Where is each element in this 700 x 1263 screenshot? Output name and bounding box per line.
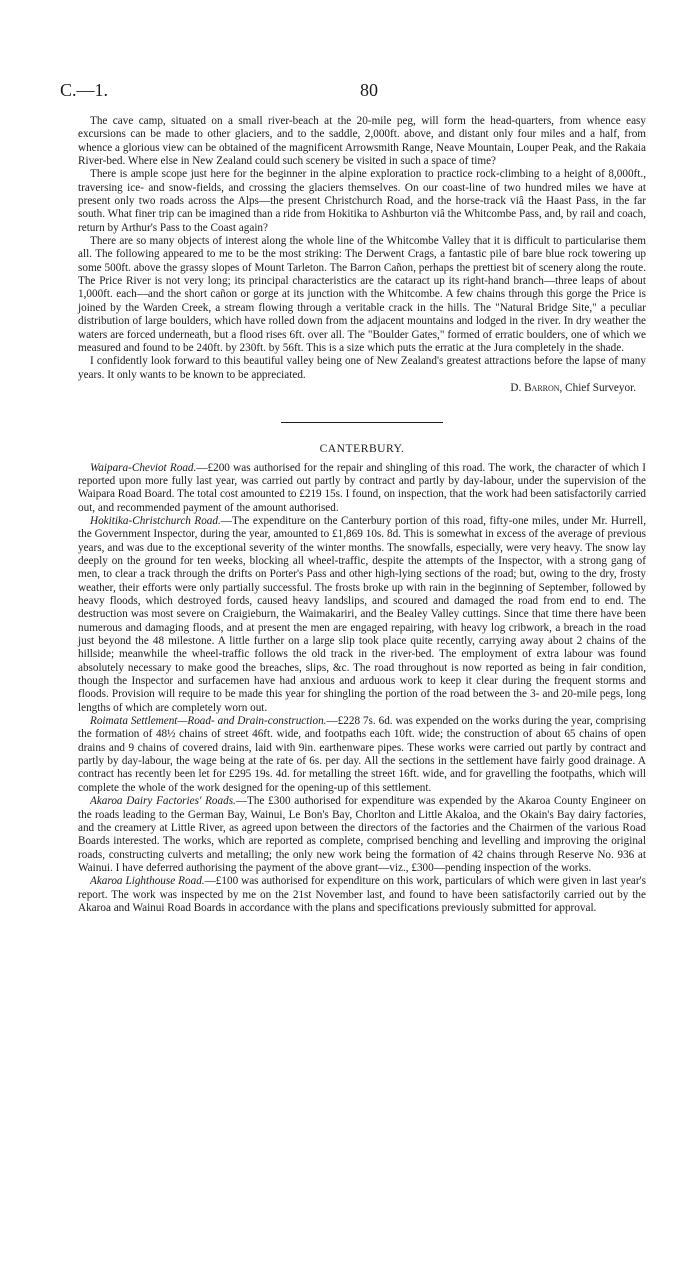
paragraph-heading: Waipara-Cheviot Road.	[90, 461, 197, 474]
section-heading: CANTERBURY.	[319, 442, 405, 456]
signature-name: Barron	[524, 381, 560, 394]
section-paragraph	[78, 795, 646, 875]
section-divider	[281, 422, 443, 423]
document-id: C.—1.	[60, 80, 109, 100]
body-paragraph: The cave camp, situated on a small river-beach at the 20-mile peg, will form the head-quarters, from whence easy excursions can be made to other glaciers, and to the saddle, 2,000ft. above, and distant only four miles and a half, from whence a glorious view can be obtained of the magnificent Arrowsmith Range, Neave Mountain, Louper Peak, and the Rakaia River-bed. Where else in New Zealand could such scenery be visited in such a space of time?	[78, 115, 646, 168]
paragraph-text: —The £300 authorised for expenditure was expended by the Akaroa County Engineer on the roads leading to the German Bay, Wainui, Le Bon's Bay, Chorlton and Little Akaloa, and the Okain's Bay dairy factories, and the creamery at Little River, as agreed upon between the directors of the factories and the Chairmen of the various Road Boards interested. The works, which are reported as complete, comprised benching and levelling and improving the original roads, constructing culverts and metalling; the only new work being the formation of 42 chains through Reserve No. 936 at Wainui. I have deferred authorising the payment of the above grant—viz., £300—pending inspection of the works.	[78, 795, 646, 874]
body-paragraph: I confidently look forward to this beautiful valley being one of New Zealand's greatest attractions before the lapse of many years. It only wants to be known to be appreciated.	[78, 355, 646, 381]
paragraph-heading: Akaroa Dairy Factories' Roads.	[90, 795, 236, 808]
paragraph-text: —£228 7s. 6d. was expended on the works during the year, comprising the formation of 48½ chains of street 46ft. wide, and footpaths each 10ft. wide; the construction of about 65 chains of open drains and 9 chains of covered drains, laid with 9in. earthenware pipes. These works were carried out partly by contract and partly by day-labour, the wage being at the rate of 6s. per day. All the sections in the settlement have fairly good drainage. A contract has recently been let for £295 19s. 4d. for metalling the street 16ft. wide, and for gravelling the footpaths, which will complete the whole of the work designed for the opening-up of this settlement.	[78, 715, 646, 794]
signature-title: , Chief Surveyor.	[559, 381, 636, 394]
body-paragraph: There are so many objects of interest along the whole line of the Whitcombe Valley that it is difficult to particularise them all. The following appeared to me to be the most striking: The Derwent Crags, a fantastic pile of bare blue rock towering up some 500ft. above the grassy slopes of Mount Tarleton. The Barron Cañon, perhaps the prettiest bit of scenery along the route. The Price River is not very long; its principal characteristics are the cataract up its right-hand branch—three leaps of about 1,000ft. each—and the short cañon or gorge at its junction with the Whitcombe. A few chains through this gorge the Price is joined by the Warden Creek, a stream flowing through a veritable crack in the hills. The "Natural Bridge Site," a peculiar distribution of large boulders, which have rolled down from the adjacent mountains and lodged in the river. In dry weather the waters are forced underneath, but a flood rises 6ft. over all. The "Boulder Gates," formed of erratic boulders, one of which we measured and found to be 240ft. by 230ft. by 56ft. This is a size which puts the erratic at the Jura completely in the shade.	[78, 235, 646, 354]
body-paragraph: There is ample scope just here for the beginner in the alpine exploration to practice rock-climbing to a height of 8,000ft., traversing ice- and snow-fields, and crossing the glaciers themselves. On our coast-line of two hundred miles we have at present only two roads across the Alps—the present Christchurch Road, and the horse-track viâ the Haast Pass, in the far south. What finer trip can be imagined than a ride from Hokitika to Ashburton viâ the Whitcombe Pass, and, by rail and coach, return by Arthur's Pass to the Coast again?	[78, 168, 646, 234]
paragraph-heading: Hokitika-Christchurch Road.	[90, 514, 221, 527]
signature	[78, 382, 646, 395]
section-paragraph	[78, 875, 646, 915]
paragraph-text: —£100 was authorised for expenditure on this work, particulars of which were given in last year's report. The work was inspected by me on the 21st November last, and found to have been satisfactorily carried out by the Akaroa and Wainui Road Boards in accordance with the plans and specifications previously submitted for approval.	[78, 875, 646, 914]
section-paragraph	[78, 462, 646, 515]
paragraph-text: —The expenditure on the Canterbury portion of this road, fifty-one miles, under Mr. Hurrell, the Government Inspector, during the year, amounted to £1,869 10s. 8d. This is somewhat in excess of the average of previous years, and was due to the exceptional severity of the winter months. The snowfalls, especially, were very heavy. The snow lay deeply on the ground for ten weeks, blocking all wheel-traffic, despite the attempts of the Inspector, with a strong gang of men, to clear a track through the drifts on Porter's Pass and other high-lying sections of the road; but, owing to the dry, frosty weather, their efforts were only partially successful. The frosts broke up with rain in the beginning of September, followed by heavy floods, which destroyed fords, caused heavy landslips, and scoured and damaged the road from end to end. The destruction was most severe on Craigieburn, the Waimakariri, and the Bealey Valley cuttings. Since that time there have been numerous and damaging floods, and at present the men are engaged repairing, with heavy log cribwork, a breach in the road just beyond the 48 milestone. A little further on a large slip took place quite recently, carrying away about 2 chains of the hillside; meanwhile the wheel-traffic follows the old track in the river-bed. The employment of extra labour was found absolutely necessary to make good the breaches, slips, &c. The road throughout is now reported as being in fair condition, though the Inspector and surfacemen have had anxious and arduous work to keep it clear during the frequent storms and floods. Provision will require to be made this year for shingling the portion of the road between the 3- and 20-mile pegs, long lengths of which are completely worn out.	[78, 514, 646, 714]
page-body	[78, 115, 646, 915]
section-paragraph	[78, 515, 646, 715]
page-header	[60, 80, 640, 102]
paragraph-heading: Akaroa Lighthouse Road.	[90, 875, 205, 888]
page-number: 80	[360, 80, 378, 100]
paragraph-text: —£200 was authorised for the repair and shingling of this road. The work, the character of which I reported upon more fully last year, was carried out partly by contract and partly by day-labour, under the supervision of the Waipara Road Board. The total cost amounted to £219 15s. I found, on inspection, that the work had been satisfactorily carried out, and recommended payment of the amount authorised.	[78, 461, 646, 514]
signature-initial: D.	[510, 381, 522, 394]
paragraph-heading: Roimata Settlement—Road- and Drain-construction.	[90, 715, 327, 728]
section-paragraph	[78, 715, 646, 795]
